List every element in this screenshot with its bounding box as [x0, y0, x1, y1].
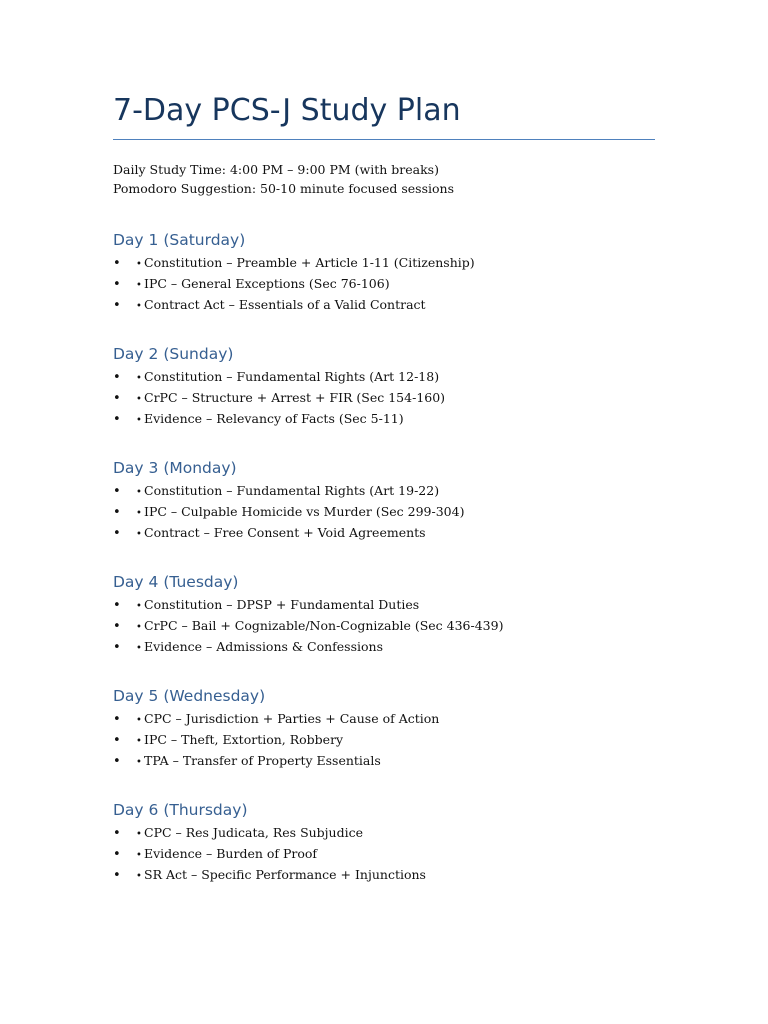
- inner-bullet-icon: •: [136, 715, 142, 726]
- list-item: [113, 823, 426, 844]
- day-topic-list: [113, 709, 439, 772]
- day-topic-list: [113, 823, 426, 886]
- bullet-icon: •: [113, 484, 121, 499]
- bullet-icon: •: [113, 712, 121, 727]
- day-heading: Day 2 (Sunday): [113, 345, 234, 363]
- bullet-icon: •: [113, 598, 121, 613]
- list-item: [113, 409, 445, 430]
- day-topic-list: [113, 481, 464, 544]
- bullet-icon: •: [113, 868, 121, 883]
- inner-bullet-icon: •: [136, 415, 142, 426]
- list-item: [113, 274, 475, 295]
- inner-bullet-icon: •: [136, 280, 142, 291]
- title-underline: [113, 139, 655, 140]
- topic-text: Evidence – Burden of Proof: [144, 846, 318, 861]
- list-item: [113, 481, 464, 502]
- topic-text: IPC – General Exceptions (Sec 76-106): [144, 276, 390, 291]
- list-item: [113, 844, 426, 865]
- day-section: [113, 686, 439, 772]
- list-item: [113, 616, 503, 637]
- inner-bullet-icon: •: [136, 850, 142, 861]
- inner-bullet-icon: •: [136, 622, 142, 633]
- bullet-icon: •: [113, 277, 121, 292]
- bullet-icon: •: [113, 733, 121, 748]
- topic-text: TPA – Transfer of Property Essentials: [144, 753, 381, 768]
- topic-text: Evidence – Relevancy of Facts (Sec 5-11): [144, 411, 404, 426]
- bullet-icon: •: [113, 505, 121, 520]
- day-heading: Day 1 (Saturday): [113, 231, 246, 249]
- topic-text: IPC – Theft, Extortion, Robbery: [144, 732, 344, 747]
- day-topic-list: [113, 367, 445, 430]
- day-section: [113, 344, 445, 430]
- list-item: [113, 709, 439, 730]
- bullet-icon: •: [113, 619, 121, 634]
- list-item: [113, 637, 503, 658]
- topic-text: CPC – Jurisdiction + Parties + Cause of Action: [144, 711, 440, 726]
- study-time-line: Daily Study Time: 4:00 PM – 9:00 PM (with breaks): [113, 162, 439, 177]
- bullet-icon: •: [113, 640, 121, 655]
- list-item: [113, 295, 475, 316]
- day-heading: Day 6 (Thursday): [113, 801, 248, 819]
- inner-bullet-icon: •: [136, 487, 142, 498]
- inner-bullet-icon: •: [136, 394, 142, 405]
- bullet-icon: •: [113, 847, 121, 862]
- topic-text: Constitution – DPSP + Fundamental Duties: [144, 597, 420, 612]
- bullet-icon: •: [113, 370, 121, 385]
- day-section: [113, 572, 503, 658]
- document-title: 7-Day PCS-J Study Plan: [113, 93, 461, 128]
- bullet-icon: •: [113, 754, 121, 769]
- day-section: [113, 800, 426, 886]
- inner-bullet-icon: •: [136, 373, 142, 384]
- inner-bullet-icon: •: [136, 259, 142, 270]
- topic-text: CrPC – Bail + Cognizable/Non-Cognizable (Sec 436-439): [144, 618, 504, 633]
- day-heading: Day 4 (Tuesday): [113, 573, 239, 591]
- topic-text: CrPC – Structure + Arrest + FIR (Sec 154-160): [144, 390, 446, 405]
- bullet-icon: •: [113, 256, 121, 271]
- day-topic-list: [113, 595, 503, 658]
- bullet-icon: •: [113, 826, 121, 841]
- topic-text: SR Act – Specific Performance + Injunctions: [144, 867, 426, 882]
- inner-bullet-icon: •: [136, 736, 142, 747]
- day-heading: Day 5 (Wednesday): [113, 687, 266, 705]
- inner-bullet-icon: •: [136, 601, 142, 612]
- intro-block: [113, 160, 454, 198]
- bullet-icon: •: [113, 391, 121, 406]
- topic-text: Contract Act – Essentials of a Valid Contract: [144, 297, 426, 312]
- inner-bullet-icon: •: [136, 508, 142, 519]
- list-item: [113, 388, 445, 409]
- inner-bullet-icon: •: [136, 871, 142, 882]
- day-section: [113, 230, 475, 316]
- bullet-icon: •: [113, 526, 121, 541]
- topic-text: Evidence – Admissions & Confessions: [144, 639, 383, 654]
- inner-bullet-icon: •: [136, 529, 142, 540]
- topic-text: IPC – Culpable Homicide vs Murder (Sec 299-304): [144, 504, 465, 519]
- inner-bullet-icon: •: [136, 829, 142, 840]
- bullet-icon: •: [113, 412, 121, 427]
- list-item: [113, 502, 464, 523]
- list-item: [113, 730, 439, 751]
- inner-bullet-icon: •: [136, 301, 142, 312]
- day-section: [113, 458, 464, 544]
- list-item: [113, 865, 426, 886]
- day-topic-list: [113, 253, 475, 316]
- bullet-icon: •: [113, 298, 121, 313]
- list-item: [113, 253, 475, 274]
- pomodoro-line: Pomodoro Suggestion: 50-10 minute focused sessions: [113, 181, 454, 196]
- topic-text: CPC – Res Judicata, Res Subjudice: [144, 825, 364, 840]
- inner-bullet-icon: •: [136, 643, 142, 654]
- topic-text: Constitution – Fundamental Rights (Art 19-22): [144, 483, 440, 498]
- list-item: [113, 367, 445, 388]
- inner-bullet-icon: •: [136, 757, 142, 768]
- day-heading: Day 3 (Monday): [113, 459, 237, 477]
- list-item: [113, 523, 464, 544]
- topic-text: Constitution – Fundamental Rights (Art 12-18): [144, 369, 440, 384]
- topic-text: Constitution – Preamble + Article 1-11 (Citizenship): [144, 255, 475, 270]
- list-item: [113, 595, 503, 616]
- topic-text: Contract – Free Consent + Void Agreements: [144, 525, 426, 540]
- list-item: [113, 751, 439, 772]
